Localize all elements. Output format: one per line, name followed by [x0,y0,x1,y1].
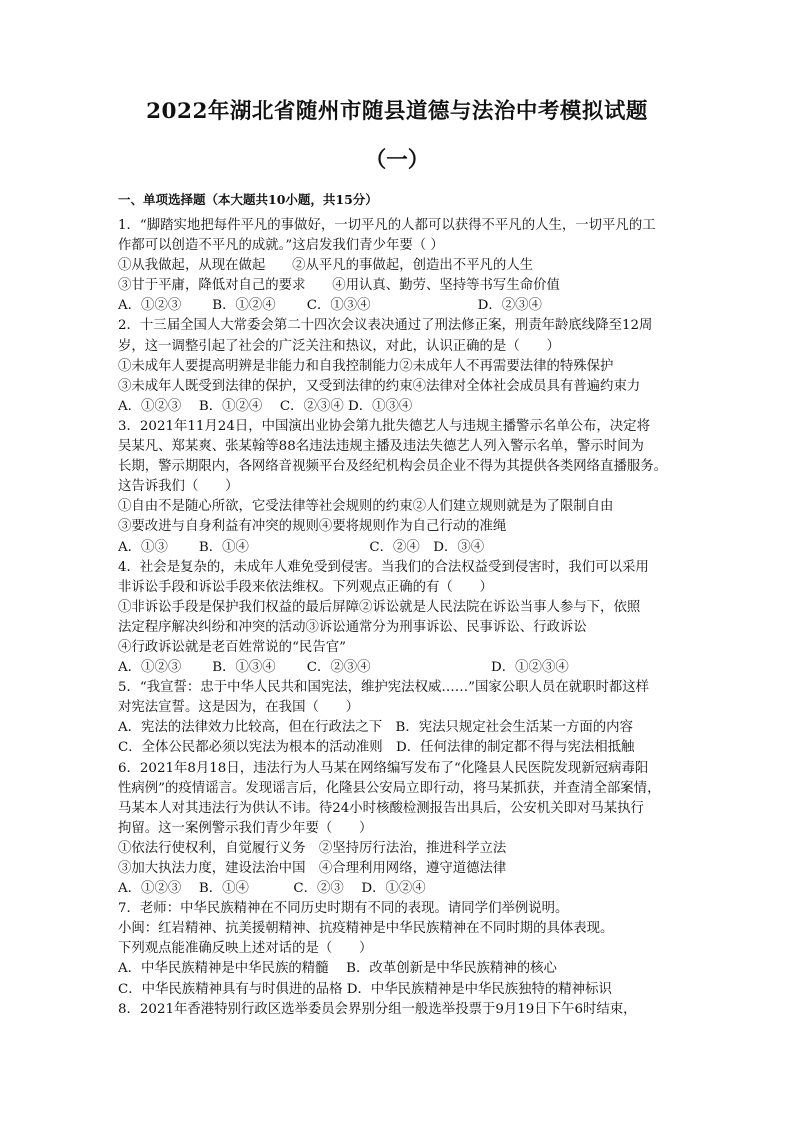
text-line: ③要改进与自身利益有冲突的规则④要将规则作为自己行动的准绳 [118,519,507,535]
text-line: 吴某凡、郑某爽、张某翰等88名违法违规主播及违法失德艺人列入警示名单，警示时间为 [118,439,644,455]
section-heading: 一、单项选择题（本大题共10小题，共15分） [118,192,378,207]
text-line: 4．社会是复杂的，未成年人难免受到侵害。当我们的合法权益受到侵害时，我们可以采用 [118,559,649,575]
text-line: 小闽：红岩精神、抗美援朝精神、抗疫精神是中华民族精神在不同时期的具体表现。 [118,921,614,937]
text-line: C．全体公民都必须以宪法为根本的活动准则 D．任何法律的制定都不得与宪法相抵触 [118,740,635,756]
text-line: 岁，这一调整引起了社会的广泛关注和热议，对此，认识正确的是（ ） [118,338,560,354]
text-line: 法定程序解决纠纷和冲突的活动③诉讼通常分为刑事诉讼、民事诉讼、行政诉讼 [118,619,587,635]
text-line: A．①②③ B．①②④ C．①③④ D．②③④ [118,298,542,314]
text-line: ①自由不是随心所欲，它受法律等社会规则的约束②人们建立规则就是为了限制自由 [118,499,614,515]
text-line: A．宪法的法律效力比较高，但在行政法之下 B．宪法只规定社会生活某一方面的内容 [118,720,633,736]
text-line: 作都可以创造不平凡的成就。”这启发我们青少年要（ ） [118,238,444,254]
text-line: 8．2021年香港特别行政区选举委员会界别分组一般选举投票于9月19日下午6时结束， [118,1001,637,1017]
text-line: ①未成年人要提高明辨是非能力和自我控制能力②未成年人不再需要法律的特殊保护 [118,358,614,374]
text-line: C．中华民族精神具有与时俱进的品格 D．中华民族精神是中华民族独特的精神标识 [118,981,612,997]
page-title: 2022年湖北省随州市随县道德与法治中考模拟试题 [146,99,648,124]
text-line: 对宪法宣誓。这是因为，在我国（ ） [118,700,360,716]
text-line: ④行政诉讼就是老百姓常说的“民告官” [118,639,346,655]
text-line: 拘留。这一案例警示我们青少年要（ ） [118,820,373,836]
text-line: 3．2021年11月24日，中国演出业协会第九批失德艺人与违规主播警示名单公布，决定将 [118,418,650,434]
text-line: 马某本人对其违法行为供认不讳。待24小时核酸检测报告出具后，公安机关即对马某执行 [118,800,644,816]
text-line: ①依法行使权利，自觉履行义务 ②坚持厉行法治，推进科学立法 [118,840,507,856]
text-line: 2．十三届全国人大常委会第二十四次会议表决通过了刑法修正案，刑责年龄底线降至12周 [118,318,653,334]
text-line: 这告诉我们（ ） [118,479,239,495]
page-subtitle: （一） [364,148,430,173]
text-line: A．①②③ B．①③④ C．②③④ D．①②③④ [118,660,569,676]
text-line: A．中华民族精神是中华民族的精髓 B．改革创新是中华民族精神的核心 [118,961,557,977]
question-text [118,216,678,1020]
text-line: A．①③ B．①④ C．②④ D．③④ [118,539,485,555]
text-line: ①非诉讼手段是保护我们权益的最后屏障②诉讼就是人民法院在诉讼当事人参与下，依照 [118,599,641,615]
text-line: 7．老师：中华民族精神在不同历史时期有不同的表现。请同学们举例说明。 [118,901,569,917]
text-line: ③加大执法力度，建设法治中国 ④合理利用网络，遵守道德法律 [118,861,507,876]
text-line: 1．“脚踏实地把每件平凡的事做好，一切平凡的人都可以获得不平凡的人生，一切平凡的工 [118,218,656,233]
text-line: 下列观点能准确反映上述对话的是（ ） [118,941,373,957]
text-line: ③未成年人既受到法律的保护，又受到法律的约束④法律对全体社会成员具有普遍约束力 [118,378,641,394]
text-line: 长期，警示期限内，各网络音视频平台及经纪机构会员企业不得为其提供各类网络直播服务。 [118,459,668,475]
text-line: 5．“我宣誓：忠于中华人民共和国宪法，维护宪法权威……”国家公职人员在就职时都这样 [118,680,650,696]
text-line: A．①②③ B．①④ C．②③ D．①②④ [118,881,426,897]
text-line: ③甘于平庸，降低对自己的要求 ④用认真、勤劳、坚持等书写生命价值 [118,278,560,294]
text-line: 6．2021年8月18日，违法行为人马某在网络编写发布了“化隆县人民医院发现新冠病毒阳 [118,760,649,776]
text-line: A．①②③ B．①②④ C．②③④ D．①③④ [118,398,413,414]
text-line: 性病例”的疫情谣言。发现谣言后，化隆县公安局立即行动，将马某抓获，并查清全部案情， [118,780,661,796]
text-line: 非诉讼手段和诉讼手段来依法维权。下列观点正确的有（ ） [118,579,493,595]
text-line: ①从我做起，从现在做起 ②从平凡的事做起，创造出不平凡的人生 [118,258,534,274]
